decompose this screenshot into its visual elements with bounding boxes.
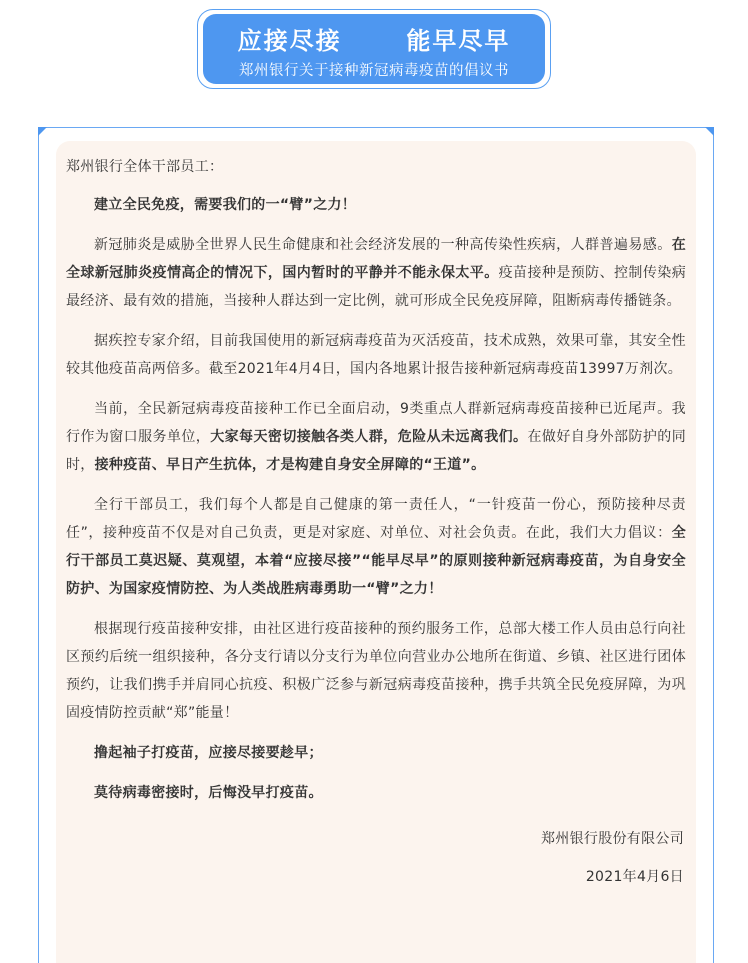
paragraph-epidemic-highlight: 在全球新冠肺炎疫情高企的情况下，国内暂时的平静并不能永保太平。: [66, 237, 686, 281]
banner-title: 应接尽接 能早尽早: [237, 27, 511, 55]
banner-subtitle: 郑州银行关于接种新冠病毒疫苗的倡议书: [239, 63, 509, 79]
paragraph-status-part-1: 当前，全民新冠病毒疫苗接种工作已全面启动，9类重点人群新冠病毒疫苗接种已近尾声。我行作为窗口服务单位，: [66, 401, 686, 445]
frame-corner-left: [38, 127, 47, 136]
paragraph-epidemic: [66, 231, 686, 315]
banner: [203, 14, 545, 84]
paragraph-status-highlight-2: 接种疫苗、早日产生抗体，才是构建自身安全屏障的“王道”。: [94, 457, 486, 473]
paragraph-vaccine-info: 据疾控专家介绍，目前我国使用的新冠病毒疫苗为灭活疫苗，技术成熟，效果可靠，其安全性较其他疫苗高两倍多。截至2021年4月4日，国内各地累计报告接种新冠病毒疫苗13997万剂次。: [66, 333, 686, 377]
frame-corner-right: [705, 127, 714, 136]
paragraph-current-status: [66, 395, 686, 479]
paragraph-proposal-highlight: 全行干部员工莫迟疑、莫观望，本着“应接尽接”“能早尽早”的原则接种新冠病毒疫苗，为自身安全防护、为国家疫情防控、为人类战胜病毒勇助一“臂”之力！: [66, 525, 686, 597]
letter-date: 2021年4月6日: [585, 869, 684, 885]
paragraph-epidemic-part-1: 新冠肺炎是威胁全世界人民生命健康和社会经济发展的一种高传染性疾病，人群普遍易感。: [94, 237, 672, 253]
paragraph-status-highlight-1: 大家每天密切接触各类人群，危险从未远离我们。: [210, 429, 528, 445]
paragraph-proposal-part-1: 全行干部员工，我们每个人都是自己健康的第一责任人，“一针疫苗一份心，预防接种尽责任”，接种疫苗不仅是对自己负责，更是对家庭、对单位、对社会负责。在此，我们大力倡议：: [66, 497, 686, 541]
letter-body: [56, 141, 696, 963]
signature: 郑州银行股份有限公司: [541, 831, 684, 847]
paragraph-status-part-2: 在做好自身外部防护的同时，: [66, 429, 686, 473]
paragraph-arrangement: 根据现行疫苗接种安排，由社区进行疫苗接种的预约服务工作，总部大楼工作人员由总行向社区预约后统一组织接种，各分支行请以分支行为单位向营业办公地所在街道、乡镇、社区进行团体预约，让我们携手并肩同心抗疫、积极广泛参与新冠病毒疫苗接种，携手共筑全民免疫屏障，为巩固疫情防控贡献“郑”能量！: [66, 621, 686, 721]
paragraph-epidemic-part-2: 疫苗接种是预防、控制传染病最经济、最有效的措施，当接种人群达到一定比例，就可形成全民免疫屏障，阻断病毒传播链条。: [66, 265, 686, 309]
greeting: 郑州银行全体干部员工：: [66, 159, 224, 175]
slogan-line-1: 撸起袖子打疫苗，应接尽接要趁早；: [94, 745, 323, 761]
paragraph-proposal: [66, 491, 686, 603]
slogan-line-2: 莫待病毒密接时，后悔没早打疫苗。: [94, 785, 323, 801]
paragraph-slogan: 建立全民免疫，需要我们的一“臂”之力！: [94, 197, 357, 213]
